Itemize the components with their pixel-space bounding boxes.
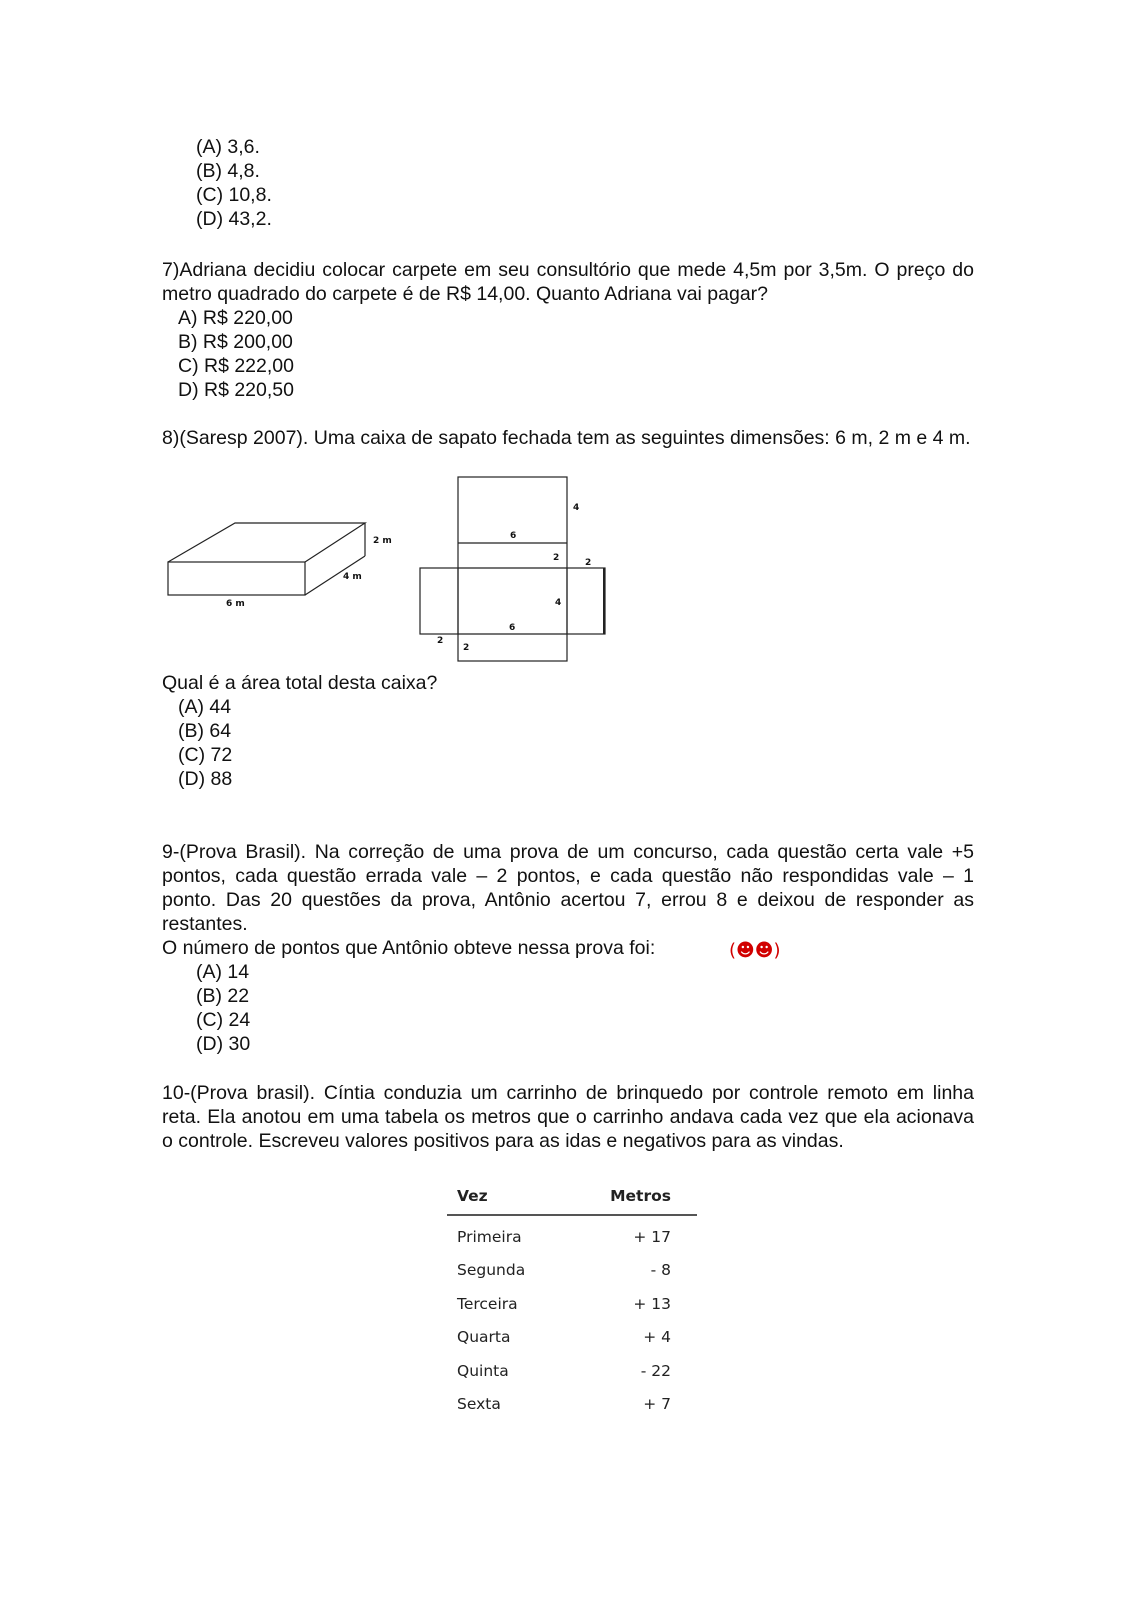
q9-option-d: (D) 30 — [196, 1033, 251, 1055]
header-metros: Metros — [610, 1187, 671, 1205]
row-value: + 7 — [643, 1395, 671, 1414]
q8-option-a: (A) 44 — [178, 696, 232, 718]
q9-option-a: (A) 14 — [196, 961, 250, 983]
q8-text: 8)(Saresp 2007). Uma caixa de sapato fechada tem as seguintes dimensões: 6 m, 2 m e 4 m. — [162, 427, 971, 449]
net-label-center-right: 4 — [555, 598, 562, 608]
row-label: Quarta — [457, 1328, 511, 1347]
row-value: - 22 — [640, 1361, 671, 1380]
row-value: + 4 — [643, 1328, 671, 1347]
box-label-height: 2 m — [373, 536, 392, 546]
q9-option-b: (B) 22 — [196, 985, 250, 1007]
table-header — [447, 1178, 697, 1214]
net-label-mid-inner: 2 — [553, 553, 560, 563]
table-row — [447, 1354, 697, 1388]
q7-option-b: B) R$ 200,00 — [178, 331, 293, 353]
q7-text: 7)Adriana decidiu colocar carpete em seu consultório que mede 4,5m por 3,5m. O preço do metro quadrado do carpete é de R$ 14,00. Quanto Adriana vai pagar? — [162, 259, 974, 305]
net-label-bottom-left: 2 — [437, 636, 444, 646]
net-label-top-inner: 6 — [510, 531, 517, 541]
header-divider — [447, 1214, 697, 1216]
net-label-top: 4 — [573, 503, 580, 513]
table-row — [447, 1287, 697, 1321]
table-row — [447, 1254, 697, 1288]
net-label-center-bottom: 6 — [509, 623, 516, 633]
q10-text: 10-(Prova brasil). Cíntia conduzia um carrinho de brinquedo por controle remoto em linha reta. Ela anotou em uma tabela os metros que o carrinho andava cada vez que ela acionava o controle. Escreveu valores positivos para as idas e negativos para as vindas. — [162, 1082, 974, 1152]
box-net-figure — [415, 475, 615, 665]
q9-text: 9-(Prova Brasil). Na correção de uma prova de um concurso, cada questão certa vale +5 pontos, cada questão errada vale – 2 pontos, e cada questão não respondidas vale – 1 ponto. Das 20 questões da prova, Antônio acertou 7, errou 8 e deixou de responder as restantes. — [162, 841, 974, 935]
net-label-right: 2 — [585, 558, 592, 568]
table-row — [447, 1388, 697, 1422]
row-label: Sexta — [457, 1395, 501, 1414]
row-label: Segunda — [457, 1261, 526, 1280]
prev-option-a: (A) 3,6. — [196, 136, 260, 158]
prev-option-c: (C) 10,8. — [196, 184, 272, 206]
box-label-width: 6 m — [226, 599, 245, 609]
q7-option-c: C) R$ 222,00 — [178, 355, 294, 377]
q8-option-c: (C) 72 — [178, 744, 233, 766]
row-label: Terceira — [457, 1294, 518, 1313]
q9-option-c: (C) 24 — [196, 1009, 251, 1031]
header-vez: Vez — [457, 1187, 488, 1205]
net-label-bottom-inner: 2 — [463, 643, 470, 653]
q8-option-d: (D) 88 — [178, 768, 233, 790]
box-3d-figure — [160, 515, 410, 615]
row-label: Primeira — [457, 1227, 522, 1246]
table-row — [447, 1321, 697, 1355]
prev-option-d: (D) 43,2. — [196, 208, 272, 230]
q9-question: O número de pontos que Antônio obteve nessa prova foi: — [162, 937, 656, 959]
prev-option-b: (B) 4,8. — [196, 160, 260, 182]
smiley-faces-icon: (☻☻) — [729, 940, 781, 961]
q8-question: Qual é a área total desta caixa? — [162, 672, 438, 694]
row-value: + 13 — [633, 1294, 671, 1313]
distance-table — [447, 1178, 697, 1421]
q7-option-a: A) R$ 220,00 — [178, 307, 293, 329]
table-row — [447, 1220, 697, 1254]
row-value: - 8 — [650, 1261, 671, 1280]
row-label: Quinta — [457, 1361, 509, 1380]
q8-option-b: (B) 64 — [178, 720, 232, 742]
row-value: + 17 — [633, 1227, 671, 1246]
box-label-depth: 4 m — [343, 572, 362, 582]
q7-option-d: D) R$ 220,50 — [178, 379, 294, 401]
